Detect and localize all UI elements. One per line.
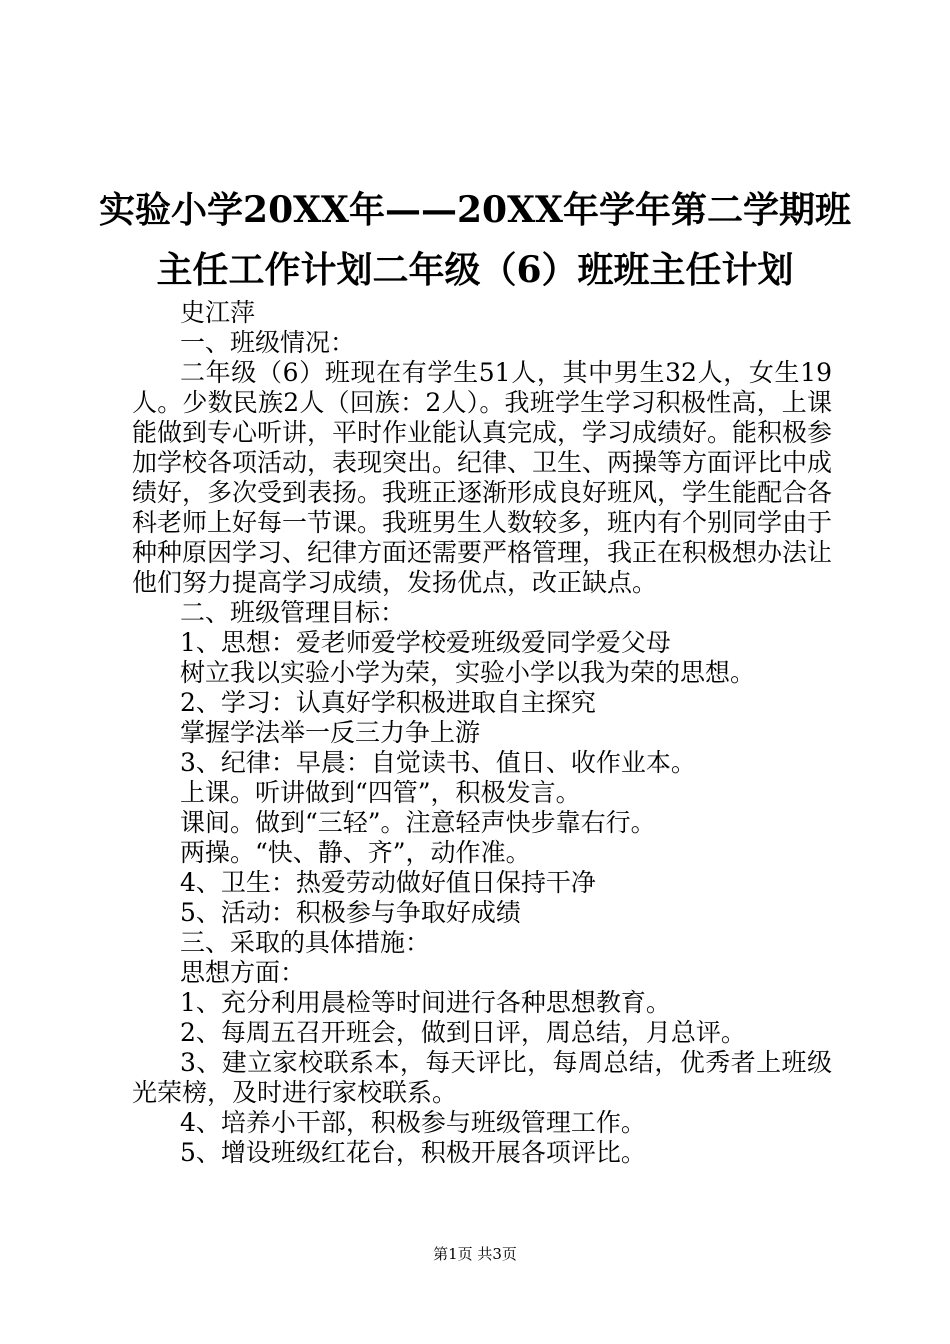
goal-item: 树立我以实验小学为荣，实验小学以我为荣的思想。 (180, 658, 756, 687)
section-heading-management-goals: 二、班级管理目标： (180, 598, 406, 627)
goal-item: 上课。听讲做到“四管”，积极发言。 (180, 778, 581, 807)
goal-item: 两操。“快、静、齐”，动作准。 (180, 838, 531, 867)
section-heading-measures: 三、采取的具体措施： (180, 928, 431, 957)
goal-item: 2、学习：认真好学积极进取自主探究 (180, 688, 596, 717)
measure-item: 2、每周五召开班会，做到日评，周总结，月总评。 (180, 1018, 746, 1047)
document-body (132, 298, 832, 1168)
measures-subheading: 思想方面： (180, 958, 306, 987)
goal-item: 1、思想：爱老师爱学校爱班级爱同学爱父母 (180, 628, 671, 657)
measure-item: 4、培养小干部，积极参与班级管理工作。 (180, 1108, 646, 1137)
author-name: 史江萍 (180, 298, 256, 327)
goal-item: 5、活动：积极参与争取好成绩 (180, 898, 521, 927)
class-situation-paragraph: 二年级（6）班现在有学生51人，其中男生32人，女生19人。少数民族2人（回族：2人）。我班学生学习积极性高，上课能做到专心听讲，平时作业能认真完成，学习成绩好。能积极参加学校各项活动，表现突出。纪律、卫生、两操等方面评比中成绩好，多次受到表扬。我班正逐渐形成良好班风，学生能配合各科老师上好每一节课。我班男生人数较多，班内有个别同学由于种种原因学习、纪律方面还需要严格管理，我正在积极想办法让他们努力提高学习成绩，发扬优点，改正缺点。 (132, 358, 833, 597)
document-title-line-2: 主任工作计划二年级（6）班班主任计划 (156, 249, 794, 291)
page-footer: 第1页 共3页 (433, 1245, 517, 1263)
measure-item: 3、建立家校联系本，每天评比，每周总结，优秀者上班级光荣榜，及时进行家校联系。 (132, 1048, 832, 1107)
measure-item: 1、充分利用晨检等时间进行各种思想教育。 (180, 988, 671, 1017)
section-heading-class-situation: 一、班级情况： (180, 328, 356, 357)
goal-item: 课间。做到“三轻”。注意轻声快步靠右行。 (180, 808, 656, 837)
goal-item: 掌握学法举一反三力争上游 (180, 718, 481, 747)
goal-item: 4、卫生：热爱劳动做好值日保持干净 (180, 868, 596, 897)
document-title-line-1: 实验小学20XX年——20XX年学年第二学期班 (99, 189, 851, 231)
measure-item: 5、增设班级红花台，积极开展各项评比。 (180, 1138, 646, 1167)
goal-item: 3、纪律：早晨：自觉读书、值日、收作业本。 (180, 748, 696, 777)
